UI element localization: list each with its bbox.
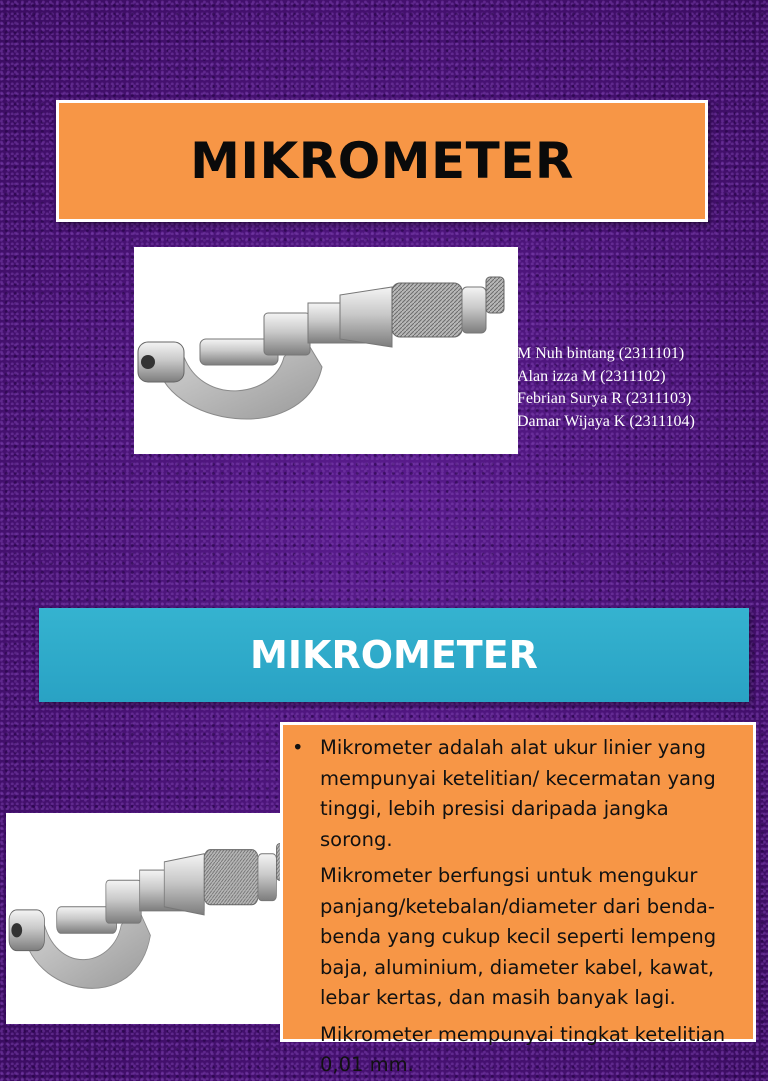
paragraph: Mikrometer berfungsi untuk mengukur panjang/ketebalan/diameter dari benda-benda yang cukup kecil seperti lempeng baja, aluminium, diameter kabel, kawat, lebar kertas, dan masih banyak lagi. (320, 864, 717, 1009)
slide-title: MIKROMETER (250, 633, 538, 677)
author-item: Damar Wijaya K (2311104) (517, 412, 695, 430)
micrometer-illustration (6, 813, 301, 1024)
authors-list (517, 343, 768, 433)
micrometer-photo (6, 813, 301, 1024)
micrometer-illustration (134, 247, 518, 454)
author-item: Alan izza M (2311102) (517, 367, 666, 385)
author-item: M Nuh bintang (2311101) (517, 345, 685, 362)
slide-2 (0, 560, 768, 1076)
title-banner (39, 608, 749, 702)
slide-title: MIKROMETER (190, 132, 574, 190)
micrometer-photo (134, 247, 518, 454)
title-box (56, 100, 708, 222)
content-box (280, 722, 756, 1076)
bullet-paragraph: • Mikrometer adalah alat ukur linier yang mempunyai ketelitian/ kecermatan yang tinggi, lebih presisi daripada jangka sorong. (320, 733, 745, 855)
author-item: Febrian Surya R (2311103) (517, 390, 692, 407)
paragraph: Mikrometer mempunyai tingkat ketelitian 0,01 mm. (320, 1022, 726, 1076)
